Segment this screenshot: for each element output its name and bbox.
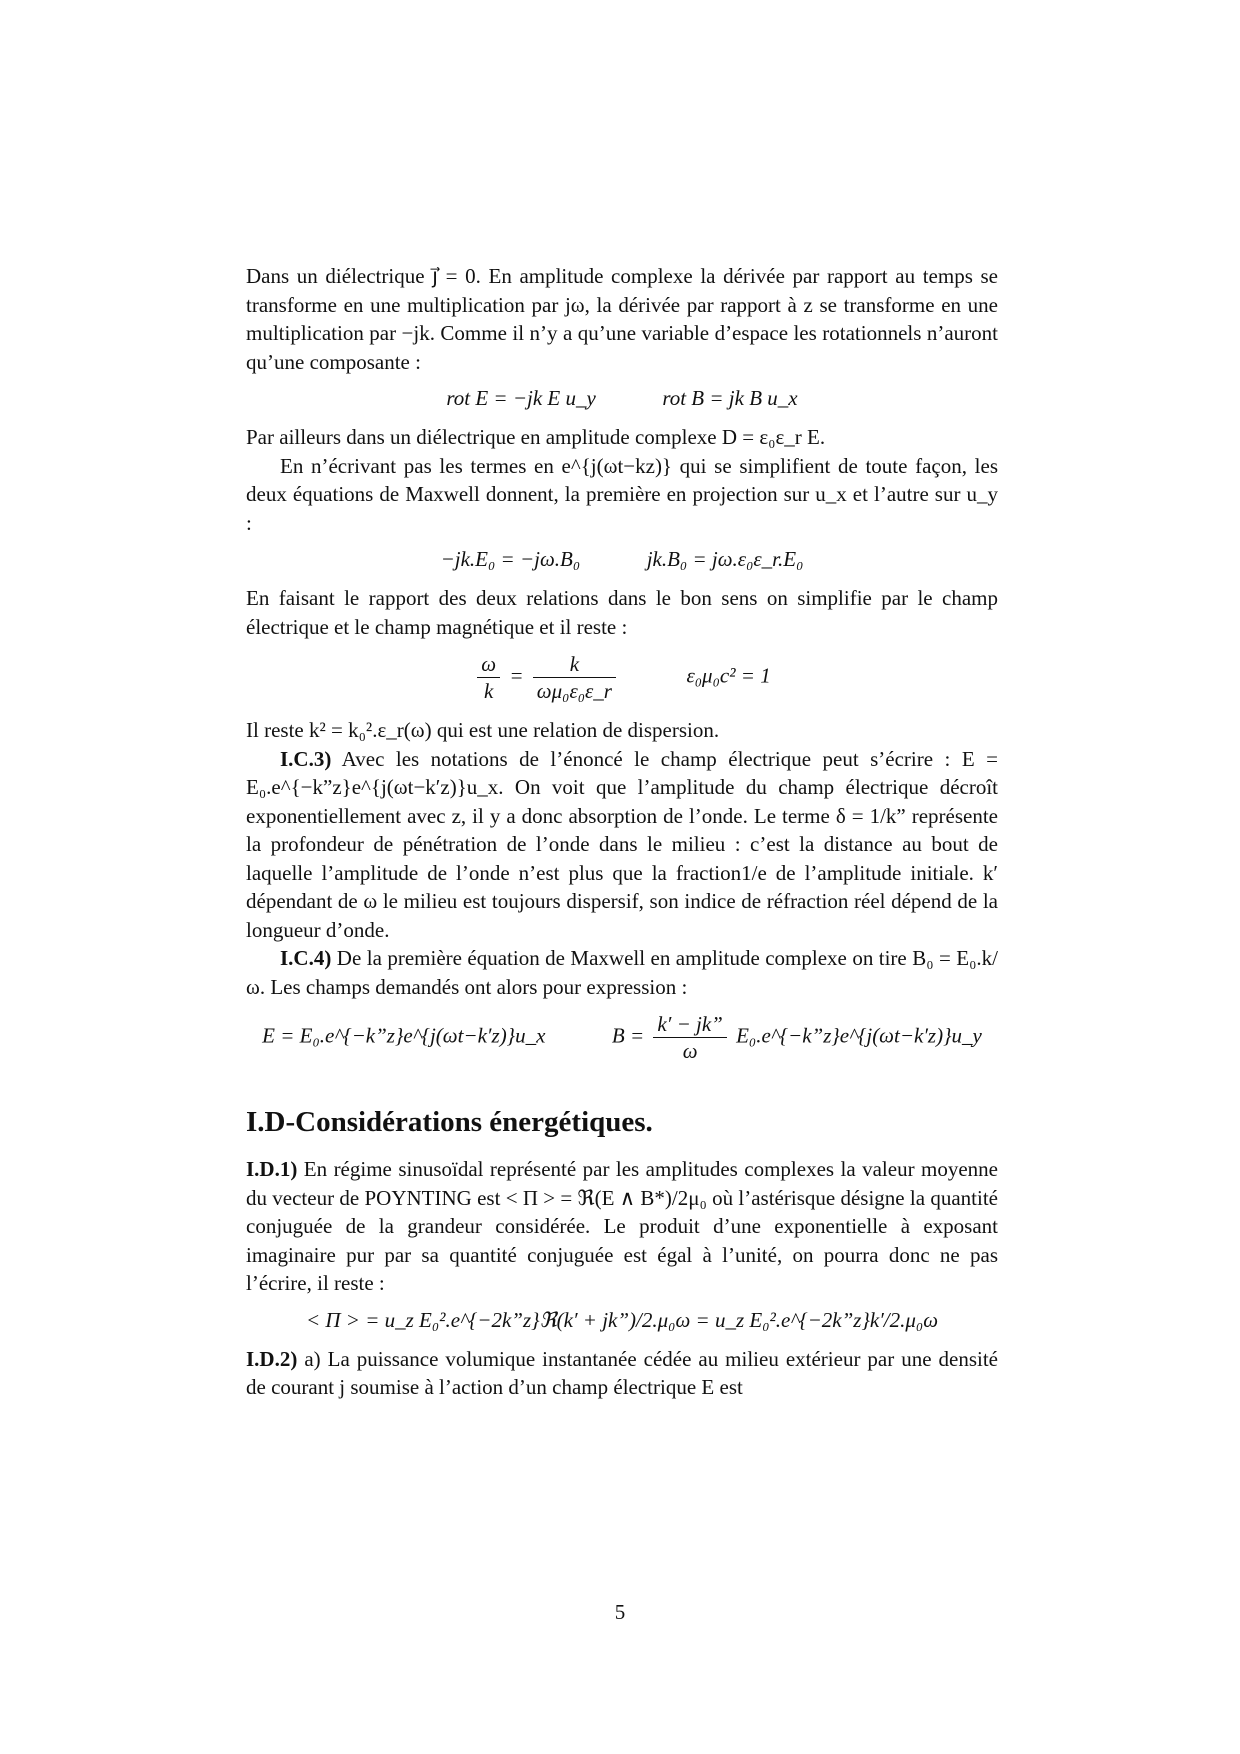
equation-rotationals — [246, 386, 998, 411]
paragraph-ic4: I.C.4) De la première équation de Maxwell en amplitude complexe on tire B₀ = E₀.k/ω. Les champs demandés ont alors pour expression : — [246, 946, 999, 999]
paragraph-ratio: En faisant le rapport des deux relations dans le bon sens on simplifie par le champ électrique et le champ magnétique et il reste : — [246, 586, 998, 639]
paragraph-dielectric: Dans un diélectrique j⃗ = 0. En amplitude complexe la dérivée par rapport au temps se transforme en une multiplication par jω, la dérivée par rapport à z se transforme en une multiplication par −jk. Comme il n’y a qu’une variable d’espace les rotationnels n’auront qu’une composante : — [246, 264, 998, 374]
equation-field-b: E₀.e^{−k”z}e^{j(ωt−k′z)}u_y — [736, 1023, 982, 1048]
equation-dispersion: $\frac{\omega}{k}$ = $\frac{k}{\text{ωμ₀ε₀ε\_r}}$ ε₀μ₀c² = 1 — [246, 651, 998, 704]
label-id1: I.D.1) — [246, 1157, 298, 1181]
equation-poynting: < Π > = u_z E₀².e^{−2k”z}ℜ(k′ + jk”)/2.μ₀ω = u_z E₀².e^{−2k”z}k′/2.μ₀ω — [305, 1307, 939, 1332]
equation-rot-e: rot E = −jk E u_y — [446, 386, 596, 410]
section-title: I.D-Considérations énergétiques. — [246, 1106, 653, 1138]
label-id2: I.D.2) — [246, 1346, 298, 1371]
equation-rot-b: rot B = jk B u_x — [662, 386, 798, 410]
page-number: 5 — [614, 1600, 626, 1624]
paragraph-ic3: I.C.3) Avec les notations de l’énoncé le champ électrique peut s’écrire : E = E₀.e^{−k”z}e^{j(ωt−k′z)}u_x. On voit que l’amplitude du champ électrique décroît exponentiellement avec z, il y a donc absorption de l’onde. Le terme δ = 1/k” représente la profondeur de pénétration de l’onde dans le milieu : c’est la distance au bout de laquelle l’amplitude de l’onde n’est plus que la fraction1/e de l’amplitude initiale. k′ dépendant de ω le milieu est toujours dispersif, son indice de réfraction réel dépend de la longueur d’onde. — [246, 746, 998, 942]
paragraph-maxwell-projection: En n’écrivant pas les termes en e^{j(ωt−kz)} qui se simplifient de toute façon, les deux équations de Maxwell donnent, la première en projection sur u_x et l’autre sur u_y : — [246, 453, 998, 535]
paragraph-dispersion-relation: Il reste k² = k₀².ε_r(ω) qui est une relation de dispersion. — [246, 718, 720, 742]
paragraph-permittivity: Par ailleurs dans un diélectrique en amplitude complexe D = ε₀ε_r E. — [246, 425, 826, 449]
fraction-k-omega-mu: $\frac{k}{\text{ωμ₀ε₀ε\_r}}$ — [533, 651, 616, 704]
equation-field-e: E = E₀.e^{−k”z}e^{j(ωt−k′z)}u_x — [262, 1023, 546, 1048]
equation-maxwell-2: jk.B₀ = jω.ε₀ε_r.E₀ — [646, 547, 804, 571]
paragraph-id2: I.D.2) a) La puissance volumique instantanée cédée au milieu extérieur par une densité de courant j soumise à l’action d’un champ électrique E est — [246, 1346, 998, 1399]
page-content — [246, 262, 998, 1402]
equation-maxwell-1: −jk.E₀ = −jω.B₀ — [440, 547, 581, 571]
equation-light-speed: ε₀μ₀c² = 1 — [686, 663, 771, 688]
fraction-omega-k: $\frac{\omega}{k}$ — [477, 651, 500, 704]
fraction-field-b: $\frac{k' - jk”}{\omega}$ — [653, 1011, 726, 1064]
equation-maxwell — [246, 547, 998, 572]
label-ic3: I.C.3) — [280, 746, 332, 771]
label-ic4: I.C.4) — [280, 946, 332, 970]
paragraph-id1: I.D.1) En régime sinusoïdal représenté par les amplitudes complexes la valeur moyenne du vecteur de POYNTING est < Π > = ℜ(E ∧ B*)/2μ₀ où l’astérisque désigne la quantité conjuguée de la grandeur considérée. Le produit d’une exponentielle à exposant imaginaire pur par sa quantité conjuguée est égal à l’unité, on pourra donc ne pas l’écrire, il reste : — [246, 1157, 999, 1295]
equation-fields: E = E₀.e^{−k”z}e^{j(ωt−k′z)}u_x B = $\frac{k' - jk”}{\omega}$ E₀.e^{−k”z}e^{j(ωt−k′z)}u_y — [262, 1012, 982, 1063]
